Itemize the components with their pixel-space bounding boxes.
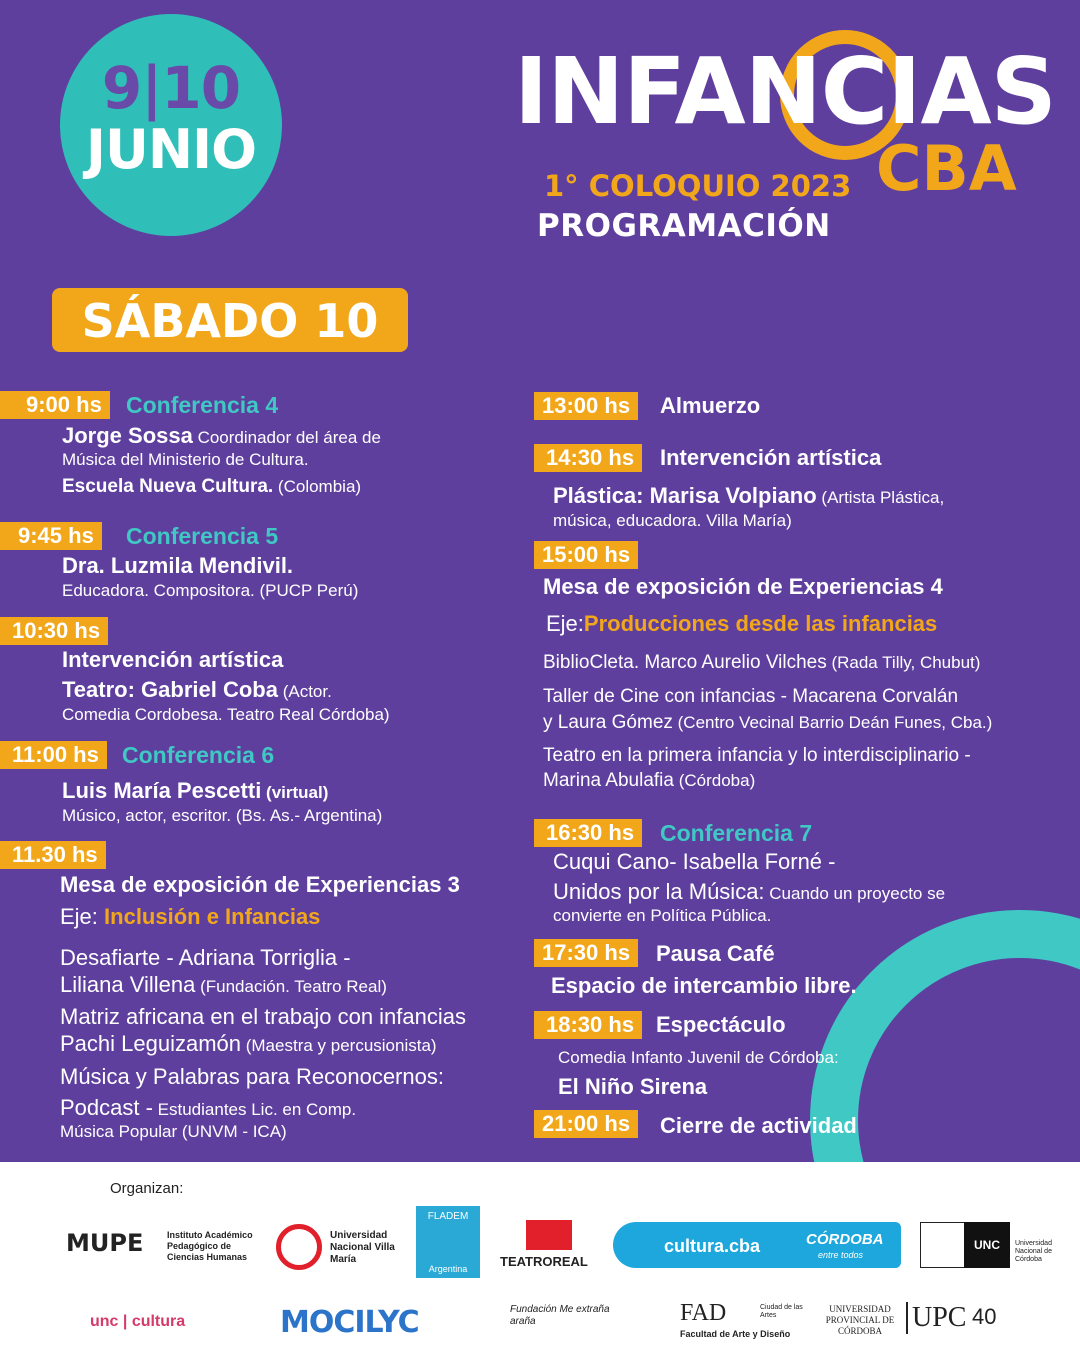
event-subtitle: 1° COLOQUIO 2023 [544,169,852,203]
speaker-name: Espacio de intercambio libre. [551,973,857,998]
mupe-logo: MUPE [66,1229,144,1257]
fundacion-logo: Fundación Me extraña araña [510,1304,610,1327]
unc-name: Universidad Nacional de Córdoba [1015,1240,1052,1263]
session-title: Conferencia 5 [126,523,279,549]
time-tag: 18:30 hs [534,1011,642,1039]
event-logo: INFANCIAS [514,38,1056,145]
time-tag: 13:00 hs [534,392,638,420]
mocilyc-logo: MOCILYC [280,1305,419,1340]
speaker-line: Unidos por la Música: Cuando un proyecto se [553,879,946,904]
speaker-line: Jorge Sossa Coordinador del área de [62,423,381,448]
fladem-logo: FLADEM [427,1211,469,1222]
unvm-logo-icon [276,1224,322,1270]
experience-item: Pachi Leguizamón (Maestra y percusionista) [60,1031,437,1056]
fad-city: Ciudad de las Artes [760,1304,803,1319]
time-tag: 11:00 hs [0,741,107,769]
time-tag: 16:30 hs [534,819,642,847]
experience-item: Taller de Cine con infancias - Macarena Corvalán [543,686,959,707]
cordoba-tagline: entre todos [818,1250,864,1260]
fladem-country: Argentina [428,1264,468,1274]
speaker-org: Escuela Nueva Cultura. (Colombia) [62,476,362,497]
experience-item: Liliana Villena (Fundación. Teatro Real) [60,972,387,997]
teatro-real-logo: TEATROREAL [500,1254,588,1269]
session-title: Intervención artística [660,445,882,470]
day-banner: SÁBADO 10 [52,288,408,352]
time-tag: 15:00 hs [534,541,638,569]
experience-item: Marina Abulafia (Córdoba) [543,770,756,791]
experience-item: Teatro en la primera infancia y lo interdisciplinario - [543,745,971,766]
upc-anniversary: 40 [972,1304,997,1329]
cultura-cba-logo: cultura.cba [664,1236,761,1256]
speaker-line: Teatro: Gabriel Coba (Actor. [62,677,332,702]
cordoba-logo: CÓRDOBA [806,1231,884,1248]
experience-item: Música Popular (UNVM - ICA) [60,1122,287,1141]
session-title: Conferencia 4 [126,392,279,418]
experience-item: Matriz africana en el trabajo con infancias [60,1004,466,1029]
session-title: Almuerzo [660,393,761,418]
speaker-desc: Comedia Infanto Juvenil de Córdoba: [558,1048,839,1067]
time-tag: 21:00 hs [534,1110,638,1138]
experience-item: Podcast - Estudiantes Lic. en Comp. [60,1095,357,1120]
speaker-desc: Música del Ministerio de Cultura. [62,450,309,469]
upc-logo: UPC [906,1302,966,1334]
speaker-line: Luis María Pescetti (virtual) [62,778,329,803]
fad-logo: FAD [680,1300,727,1326]
unvm-logo: Universidad Nacional Villa María [330,1230,395,1265]
fad-name: Facultad de Arte y Diseño [680,1329,791,1339]
speaker-desc: Músico, actor, escritor. (Bs. As.- Argentina) [62,806,383,825]
speaker-name: Cuqui Cano- Isabella Forné - [553,849,836,874]
session-title: Mesa de exposición de Experiencias 4 [543,574,943,599]
experience-item: Música y Palabras para Reconocernos: [60,1064,444,1089]
speaker-desc: convierte en Política Pública. [553,906,772,925]
page-title: PROGRAMACIÓN [537,208,831,244]
speaker-desc: Educadora. Compositora. (PUCP Perú) [62,581,359,600]
iap-logo: Instituto Académico Pedagógico de Ciencias Humanas [167,1230,253,1262]
session-axis: Eje:Producciones desde las infancias [546,611,938,636]
speaker-desc: música, educadora. Villa María) [553,511,792,530]
experience-item: BiblioCleta. Marco Aurelio Vilches (Rada Tilly, Chubut) [543,652,981,673]
session-title: Cierre de actividad [660,1113,857,1138]
event-dates: 9|10 [101,54,241,122]
time-tag: 11.30 hs [0,841,106,869]
teatro-real-logo-icon [526,1220,572,1250]
event-logo-city: CBA [876,132,1017,205]
time-tag: 9:45 hs [0,522,102,550]
experience-item: Desafiarte - Adriana Torriglia - [60,945,351,970]
time-tag: 9:00 hs [0,391,110,419]
experience-item: y Laura Gómez (Centro Vecinal Barrio Deán Funes, Cba.) [543,712,993,733]
session-title: Pausa Café [656,941,775,966]
unc-logo: UNC [964,1222,1010,1268]
time-tag: 10:30 hs [0,617,108,645]
upc-name: UNIVERSIDAD PROVINCIAL DE CÓRDOBA [825,1304,895,1336]
time-tag: 14:30 hs [534,444,642,472]
organizers-label: Organizan: [110,1180,184,1197]
session-title: Mesa de exposición de Experiencias 3 [60,872,460,897]
session-title: Espectáculo [656,1012,786,1037]
unc-cultura-logo: unc | cultura [90,1313,186,1330]
speaker-line: Plástica: Marisa Volpiano (Artista Plástica, [553,483,945,508]
session-title: Conferencia 6 [122,742,275,768]
speaker-name: Dra. Luzmila Mendivil. [62,553,294,578]
time-tag: 17:30 hs [534,939,638,967]
session-title: Intervención artística [62,647,284,672]
speaker-name: El Niño Sirena [558,1074,708,1099]
speaker-desc: Comedia Cordobesa. Teatro Real Córdoba) [62,705,390,724]
session-title: Conferencia 7 [660,820,813,846]
session-axis: Eje: Inclusión e Infancias [60,904,321,929]
event-month: JUNIO [85,118,257,181]
